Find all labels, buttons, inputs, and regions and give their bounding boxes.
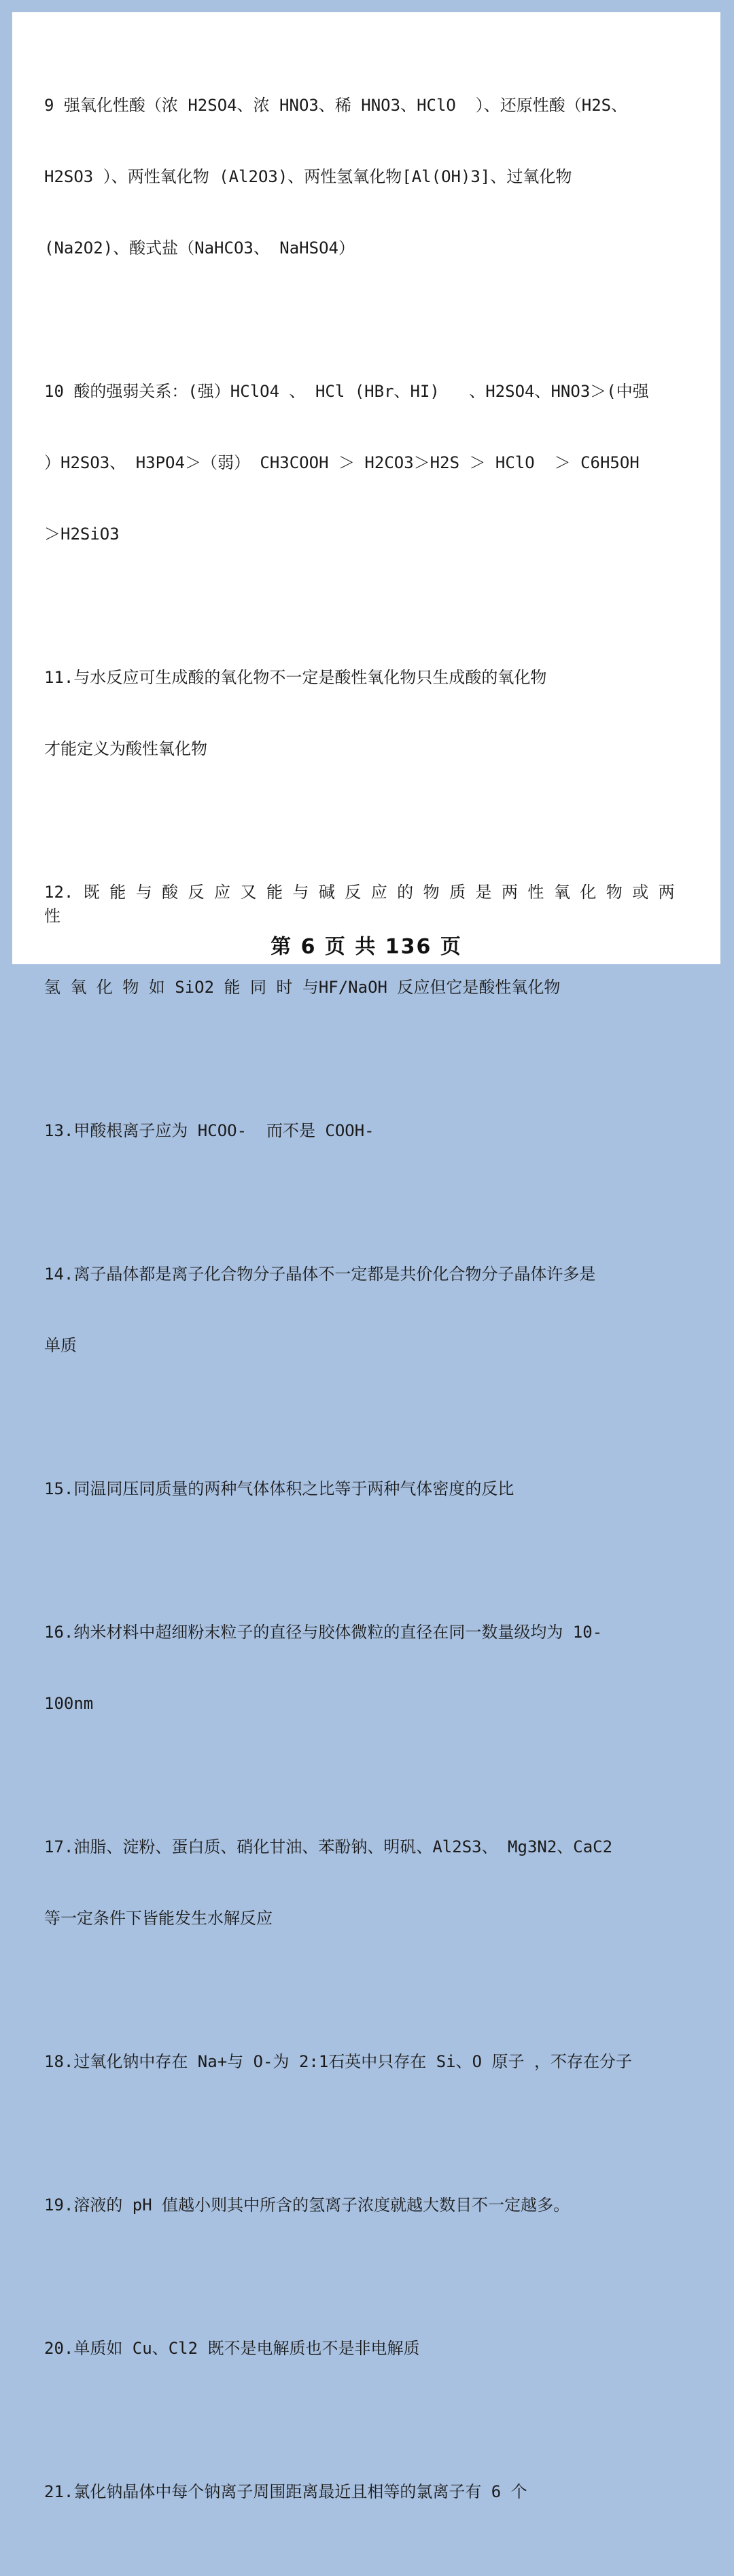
note-line: 11.与水反应可生成酸的氧化物不一定是酸性氧化物只生成酸的氧化物	[44, 668, 547, 687]
note-line: 20.单质如 Cu、Cl2 既不是电解质也不是非电解质	[44, 2339, 420, 2358]
note-line: 15.同温同压同质量的两种气体体积之比等于两种气体密度的反比	[44, 1479, 514, 1498]
document-page	[12, 12, 720, 2501]
note-line: 21.氯化钠晶体中每个钠离子周围距离最近且相等的氯离子有 6 个	[44, 2482, 527, 2501]
note-line: 等一定条件下皆能发生水解反应	[44, 1909, 273, 1928]
note-line: ）H2SO3、 H3PO4＞（弱） CH3COOH ＞ H2CO3＞H2S ＞ HClO ＞ C6H5OH	[44, 453, 640, 472]
note-line: (Na2O2)、酸式盐（NaHCO3、 NaHSO4）	[44, 239, 355, 258]
note-line: 氢 氧 化 物 如 SiO2 能 同 时 与HF/NaOH 反应但它是酸性氧化物	[44, 978, 561, 997]
note-line: ＞H2SiO3	[44, 525, 120, 544]
note-item-16	[44, 1573, 690, 1763]
note-item-15	[44, 1430, 690, 1549]
note-line: 12. 既 能 与 酸 反 应 又 能 与 碱 反 应 的 物 质 是 两 性 氧 化 物 或 两 性	[44, 883, 685, 925]
page-number-footer: 第 6 页 共 136 页	[270, 935, 462, 959]
note-item-14	[44, 1215, 690, 1405]
note-line: 14.离子晶体都是离子化合物分子晶体不一定都是共价化合物分子晶体许多是	[44, 1265, 596, 1284]
note-item-19	[44, 2146, 690, 2265]
note-item-11	[44, 618, 690, 809]
note-line: 单质	[44, 1336, 77, 1355]
note-line: 10 酸的强弱关系：(强）HClO4 、 HCl (HBr、HI) 、H2SO4、HNO3＞(中强	[44, 382, 649, 401]
note-line: 100nm	[44, 1694, 94, 1713]
note-line: 18.过氧化钠中存在 Na+与 O-为 2:1石英中只存在 Si、O 原子 ，不存在分子	[44, 2052, 632, 2071]
note-line: H2SO3 ）、两性氧化物 (Al2O3)、两性氢氧化物[Al(OH)3]、过氧化物	[44, 167, 572, 186]
note-item-21	[44, 2433, 690, 2552]
note-line: 19.溶液的 pH 值越小则其中所含的氢离子浓度就越大数目不一定越多。	[44, 2195, 570, 2215]
note-line: 16.纳米材料中超细粉末粒子的直径与胶体微粒的直径在同一数量级均为 10-	[44, 1623, 603, 1642]
content-area	[44, 46, 690, 2576]
note-line: 才能定义为酸性氧化物	[44, 739, 207, 758]
note-line: 17.油脂、淀粉、蛋白质、硝化甘油、苯酚钠、明矾、Al2S3、 Mg3N2、CaC2	[44, 1837, 613, 1856]
note-item-9	[44, 46, 690, 308]
note-item-17	[44, 1788, 690, 1978]
note-item-10	[44, 332, 690, 594]
note-line: 9 强氧化性酸（浓 H2SO4、浓 HNO3、稀 HNO3、HClO ）、还原性酸（H2S、	[44, 96, 628, 115]
note-line: 13.甲酸根离子应为 HCOO- 而不是 COOH-	[44, 1121, 374, 1140]
note-item-18	[44, 2002, 690, 2121]
note-item-20	[44, 2289, 690, 2408]
note-item-13	[44, 1072, 690, 1190]
